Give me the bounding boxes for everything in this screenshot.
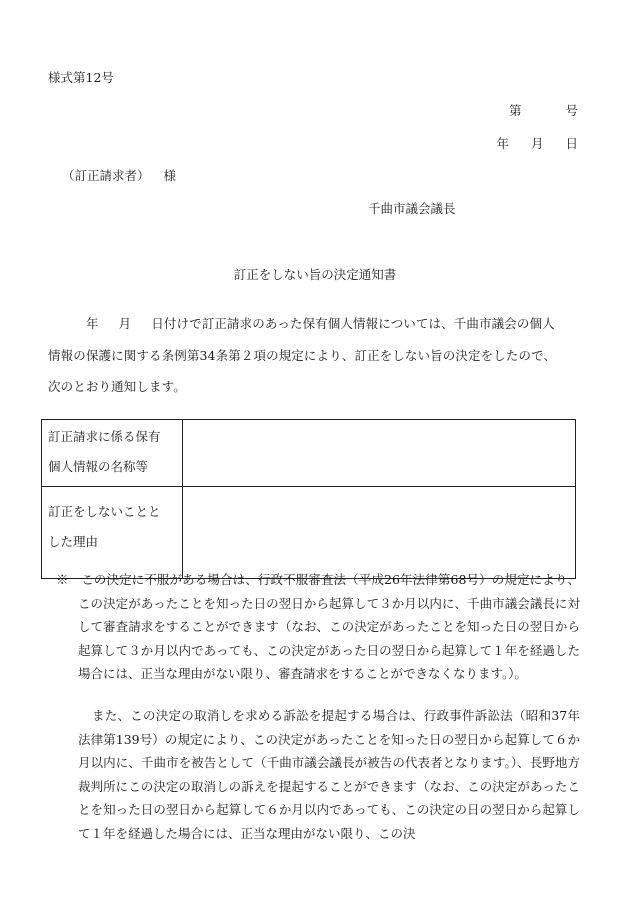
- row1-label-line-a: 訂正請求に係る保有: [48, 429, 161, 444]
- date-year-label: 年: [496, 136, 509, 151]
- table-label-cell: [42, 487, 183, 579]
- addressee-label: （訂正請求者）: [62, 168, 150, 183]
- body-line-2: 情報の保護に関する条例第34条第２項の規定により、訂正をしない旨の決定をしたので、: [48, 348, 557, 363]
- document-title: 訂正をしない旨の決定通知書: [233, 267, 397, 282]
- form-number: 様式第12号: [48, 70, 114, 85]
- row2-label-line-a: 訂正をしないことと: [48, 504, 161, 519]
- document-number-label: 第: [508, 103, 522, 118]
- table-row: [42, 487, 576, 579]
- addressee-suffix: 様: [163, 168, 177, 183]
- table-label-cell: [42, 420, 183, 487]
- document-number: [509, 105, 578, 118]
- addressee: [62, 170, 176, 183]
- body-line-1-text: 日付けで訂正請求のあった保有個人情報については、千曲市議会の個人: [151, 316, 555, 331]
- row1-label-line-b: 個人情報の名称等: [48, 459, 149, 474]
- sender: 千曲市議会議長: [368, 201, 456, 216]
- date-month-label: 月: [530, 136, 544, 151]
- appeal-note: ※ この決定に不服がある場合は、行政不服審査法（平成26年法律第68号）の規定により、この決定があったことを知った日の翌日から起算して３か月以内に、千曲市議会議長に対して審査請求をすることができます（なお、この決定があったことを知った日の翌日から起算して３か月以内であっても、この決定があった日の翌日から起算して１年を経過した場合には、正当な理由がない限り、審査請求をすることができなくなります。）。: [56, 572, 580, 681]
- body-line-1: [48, 318, 555, 331]
- lawsuit-note: また、この決定の取消しを求める訴訟を提起する場合は、行政事件訴訟法（昭和37年法律第139号）の規定により、この決定があったことを知った日の翌日から起算して６か月以内に、千曲市を被告として（千曲市議会議長が被告の代表者となります。）、長野地方裁判所にこの決定の取消しの訴えを提起することができます（なお、この決定があったことを知った日の翌日から起算して６か月以内であっても、この決定の日の翌日から起算して１年を経過した場合には、正当な理由がない限り、この決: [78, 708, 580, 841]
- document-date: [496, 138, 578, 151]
- info-table: [41, 419, 576, 579]
- body-year-label: 年: [86, 316, 99, 331]
- table-row: [42, 420, 576, 487]
- document-number-suffix: 号: [565, 103, 578, 118]
- date-day-label: 日: [565, 136, 578, 151]
- row2-label-line-b: した理由: [48, 534, 99, 549]
- body-line-3: 次のとおり通知します。: [48, 379, 186, 394]
- row1-value-cell[interactable]: [183, 420, 576, 487]
- row2-value-cell[interactable]: [183, 487, 576, 579]
- body-month-label: 月: [118, 316, 132, 331]
